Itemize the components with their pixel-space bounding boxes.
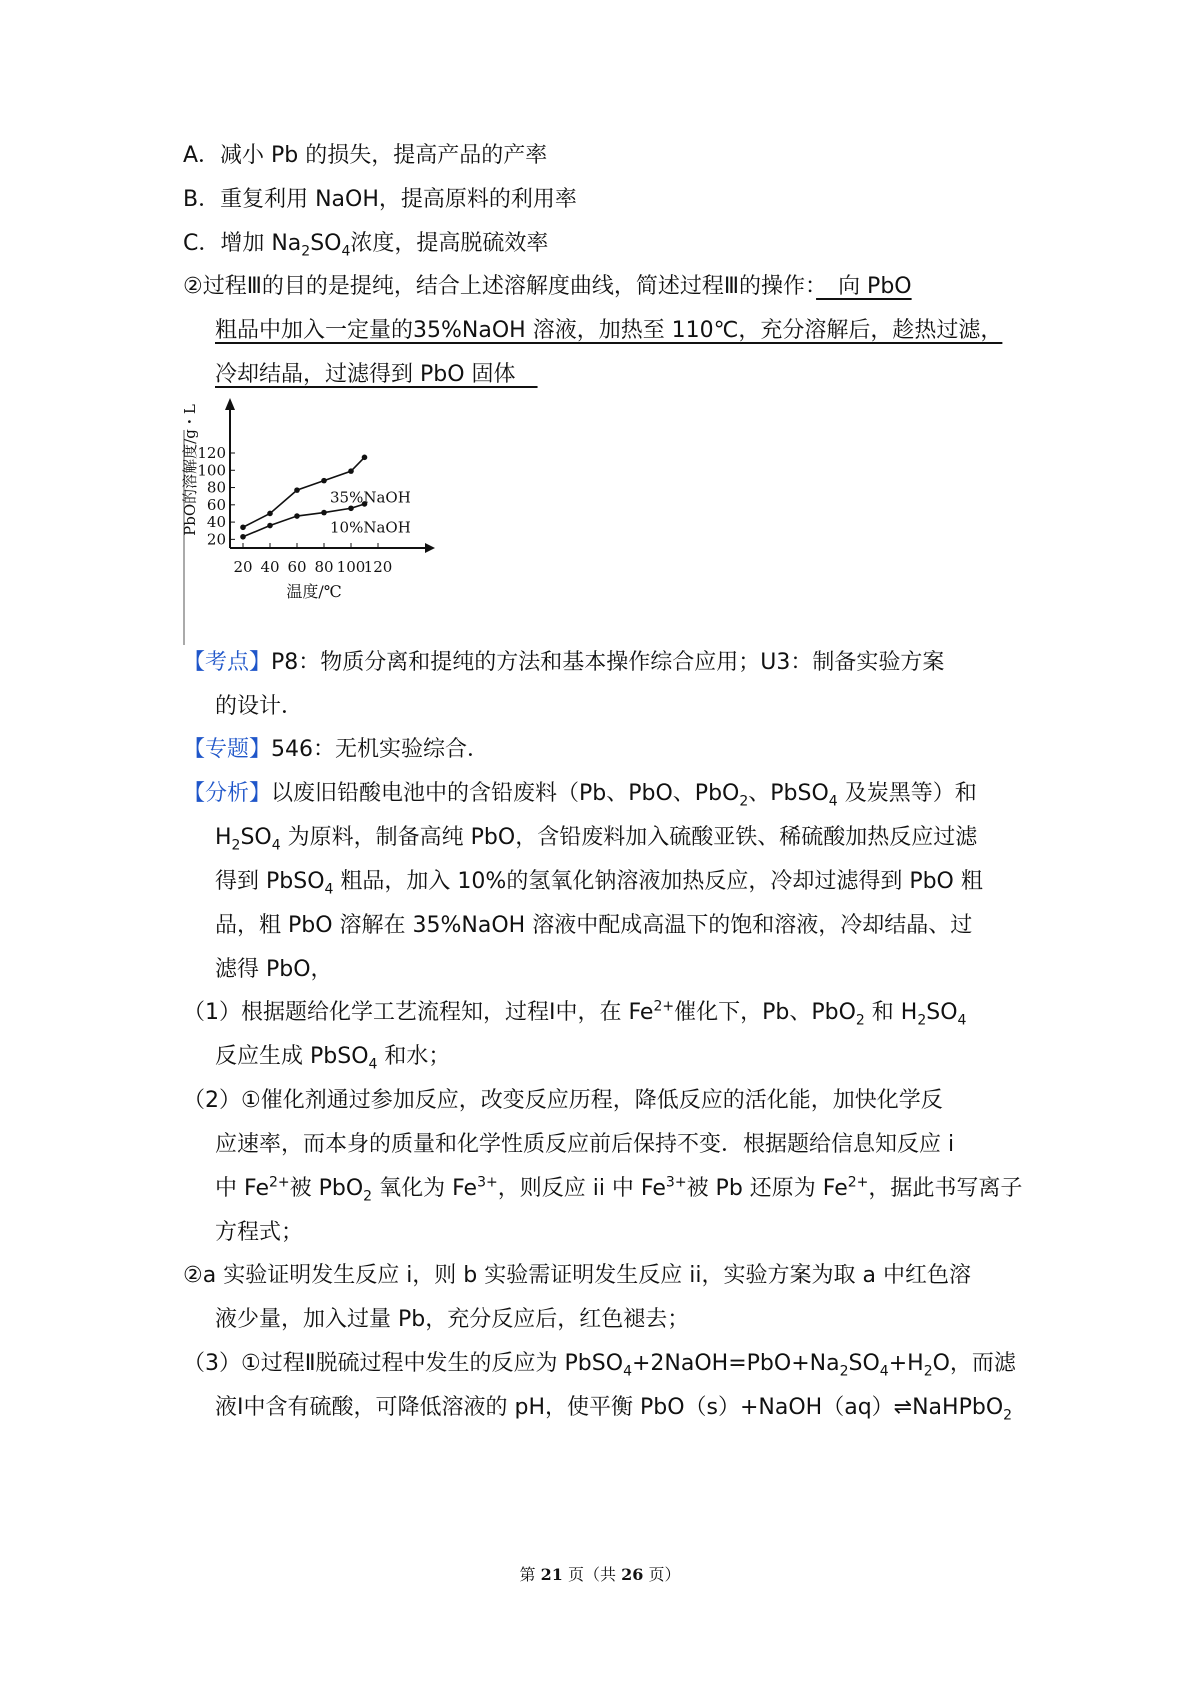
fenxi-line-2 <box>215 823 977 853</box>
data-point <box>240 534 246 540</box>
option-a-text: A．减小 Pb 的损失，提高产品的产率 <box>183 143 548 168</box>
kaodian-tag: 【考点】 <box>183 650 272 675</box>
y-tick-label: 60 <box>206 495 226 514</box>
page-total: 26 <box>621 1565 644 1584</box>
zhuanti-line <box>183 735 489 765</box>
p2b-text: 液少量，加入过量 Pb，充分反应后，红色褪去； <box>215 1307 690 1332</box>
y-tick-label: 40 <box>206 513 226 532</box>
p1-text: SO <box>926 1000 958 1025</box>
option-c-text: C．增加 Na <box>183 231 302 256</box>
p1-text: 和 H <box>864 1000 918 1025</box>
p1-text: 催化下，Pb、PbO <box>674 1000 856 1025</box>
subscript: 4 <box>623 1363 632 1380</box>
fenxi-tag: 【分析】 <box>183 781 272 806</box>
p3-line-2 <box>215 1393 1012 1423</box>
x-axis-arrow <box>425 543 435 553</box>
zhuanti-tag: 【专题】 <box>183 737 272 762</box>
p2-text: ，则反应 ii 中 Fe <box>497 1176 666 1201</box>
fenxi-text: 得到 PbSO <box>215 869 325 894</box>
p1-line-1 <box>183 998 966 1028</box>
subscript: 2 <box>739 793 749 810</box>
p1-line-2 <box>215 1042 450 1072</box>
q2-prompt: ②过程Ⅲ的目的是提纯，结合上述溶解度曲线，简述过程Ⅲ的操作： <box>183 274 817 299</box>
data-point <box>321 510 327 516</box>
p2b-line-2 <box>215 1305 689 1335</box>
p3-text: （3）①过程Ⅱ脱硫过程中发生的反应为 PbSO <box>183 1351 624 1376</box>
subscript: 4 <box>271 837 281 854</box>
y-tick-label: 120 <box>197 444 226 462</box>
p2-text: 方程式； <box>215 1220 304 1245</box>
footer-text: 页（共 <box>562 1565 622 1584</box>
option-c <box>183 229 548 259</box>
data-point <box>240 524 246 530</box>
p2-line-2 <box>215 1130 954 1160</box>
subscript: 4 <box>341 243 351 260</box>
fenxi-text: H <box>215 825 232 850</box>
option-c-text: SO <box>310 231 342 256</box>
fenxi-text: 为原料，制备高纯 PbO，含铅废料加入硫酸亚铁、稀硫酸加热反应过滤 <box>280 825 978 850</box>
subscript: 2 <box>839 1363 849 1380</box>
superscript: 3+ <box>477 1174 498 1191</box>
fenxi-text: 粗品，加入 10%的氢氧化钠溶液加热反应，冷却过滤得到 PbO 粗 <box>333 869 983 894</box>
option-b-text: B．重复利用 NaOH，提高原料的利用率 <box>183 187 577 212</box>
p2-text: 氧化为 Fe <box>372 1176 478 1201</box>
solubility-chart <box>181 404 463 645</box>
x-tick-label: 60 <box>287 558 307 576</box>
subscript: 2 <box>855 1012 865 1029</box>
data-point <box>348 468 354 474</box>
x-axis-label: 温度/℃ <box>286 582 342 601</box>
q2-answer: 向 PbO <box>816 274 912 299</box>
kaodian-text: P8：物质分离和提纯的方法和基本操作综合应用；U3：制备实验方案 <box>271 650 945 675</box>
p1-text: 和水； <box>377 1044 451 1069</box>
data-point <box>362 455 368 461</box>
y-axis-label: PbO的溶解度/g・L <box>181 404 199 536</box>
p2-text: （2）①催化剂通过参加反应，改变反应历程，降低反应的活化能，加快化学反 <box>183 1088 943 1113</box>
p2-line-3 <box>215 1174 1022 1204</box>
chart-labels <box>181 404 411 601</box>
subscript: 2 <box>923 1363 933 1380</box>
p3-text: O，而滤 <box>932 1351 1016 1376</box>
superscript: 2+ <box>653 998 675 1015</box>
y-tick-label: 80 <box>206 478 226 497</box>
fenxi-text: 品，粗 PbO 溶解在 35%NaOH 溶液中配成高温下的饱和溶液，冷却结晶、过 <box>215 913 973 938</box>
page-number: 21 <box>540 1565 563 1584</box>
subscript: 4 <box>957 1012 967 1029</box>
page-footer <box>0 1562 1200 1585</box>
x-tick-label: 100 <box>336 558 366 576</box>
fenxi-text: 以废旧铅酸电池中的含铅废料（Pb、PbO、PbO <box>271 781 740 806</box>
fenxi-text: SO <box>240 825 272 850</box>
superscript: 2+ <box>847 1174 869 1191</box>
y-axis-arrow <box>225 398 235 410</box>
subscript: 2 <box>301 243 311 260</box>
kaodian-text: 的设计． <box>215 694 304 719</box>
superscript: 2+ <box>268 1174 290 1191</box>
fenxi-line-5 <box>215 955 333 985</box>
fenxi-line-3 <box>215 867 983 897</box>
q2-line-2 <box>215 316 1002 346</box>
data-point <box>321 478 327 484</box>
q2-answer: 冷却结晶，过滤得到 PbO 固体 <box>215 362 538 387</box>
series-label-1: 35%NaOH <box>330 488 411 507</box>
p2-line-4 <box>215 1218 303 1248</box>
zhuanti-text: 546：无机实验综合． <box>271 737 490 762</box>
option-a <box>183 141 547 171</box>
footer-text: 第 <box>519 1565 541 1584</box>
series-label-2: 10%NaOH <box>330 518 411 537</box>
data-point <box>267 523 273 529</box>
option-b <box>183 185 577 215</box>
p1-text: （1）根据题给化学工艺流程知，过程Ⅰ中，在 Fe <box>183 1000 654 1025</box>
data-point <box>294 487 300 493</box>
p3-text: +H <box>888 1351 924 1376</box>
subscript: 2 <box>231 837 241 854</box>
data-point <box>294 513 300 519</box>
p2-text: 被 PbO <box>289 1176 364 1201</box>
subscript: 2 <box>1003 1407 1013 1424</box>
q2-line-3 <box>215 360 538 390</box>
p2-text: 中 Fe <box>215 1176 269 1201</box>
p3-text: +2NaOH=PbO+Na <box>631 1351 840 1376</box>
fenxi-line-1 <box>183 779 977 809</box>
subscript: 2 <box>917 1012 927 1029</box>
subscript: 4 <box>828 793 838 810</box>
y-tick-label: 100 <box>197 461 226 480</box>
option-c-text: 浓度，提高脱硫效率 <box>350 231 549 256</box>
data-point <box>267 511 273 517</box>
subscript: 2 <box>363 1188 373 1205</box>
subscript: 4 <box>324 881 334 898</box>
p3-text: 液Ⅰ中含有硫酸，可降低溶液的 pH，使平衡 PbO（s）+NaOH（aq）⇌NaHPbO <box>215 1395 1004 1420</box>
p2-line-1 <box>183 1086 943 1116</box>
kaodian-line-1 <box>183 648 944 678</box>
p2b-text: ②a 实验证明发生反应 i，则 b 实验需证明发生反应 ii，实验方案为取 a 中红色溶 <box>183 1263 971 1288</box>
x-tick-label: 20 <box>233 558 253 576</box>
p3-text: SO <box>848 1351 880 1376</box>
fenxi-line-4 <box>215 911 972 941</box>
superscript: 3+ <box>665 1174 687 1191</box>
x-tick-label: 120 <box>363 558 393 576</box>
subscript: 4 <box>879 1363 889 1380</box>
y-tick-label: 20 <box>206 530 226 549</box>
footer-text: 页） <box>643 1565 681 1584</box>
p1-text: 反应生成 PbSO <box>215 1044 369 1069</box>
p2b-line-1 <box>183 1261 971 1291</box>
kaodian-line-2 <box>215 692 303 722</box>
fenxi-text: 及炭黑等）和 <box>837 781 977 806</box>
x-tick-label: 40 <box>260 558 280 576</box>
subscript: 4 <box>368 1056 378 1073</box>
p2-text: 被 Pb 还原为 Fe <box>686 1176 848 1201</box>
p2-text: ，据此书写离子 <box>868 1176 1023 1201</box>
x-tick-label: 80 <box>314 558 334 576</box>
p2-text: 应速率，而本身的质量和化学性质反应前后保持不变．根据题给信息知反应 i <box>215 1132 955 1157</box>
p3-line-1 <box>183 1349 1016 1379</box>
fenxi-text: 滤得 PbO， <box>215 957 333 982</box>
q2-answer: 粗品中加入一定量的35%NaOH 溶液，加热至 110℃，充分溶解后，趁热过滤， <box>215 318 1003 343</box>
q2-line-1 <box>183 272 912 302</box>
fenxi-text: 、PbSO <box>748 781 829 806</box>
